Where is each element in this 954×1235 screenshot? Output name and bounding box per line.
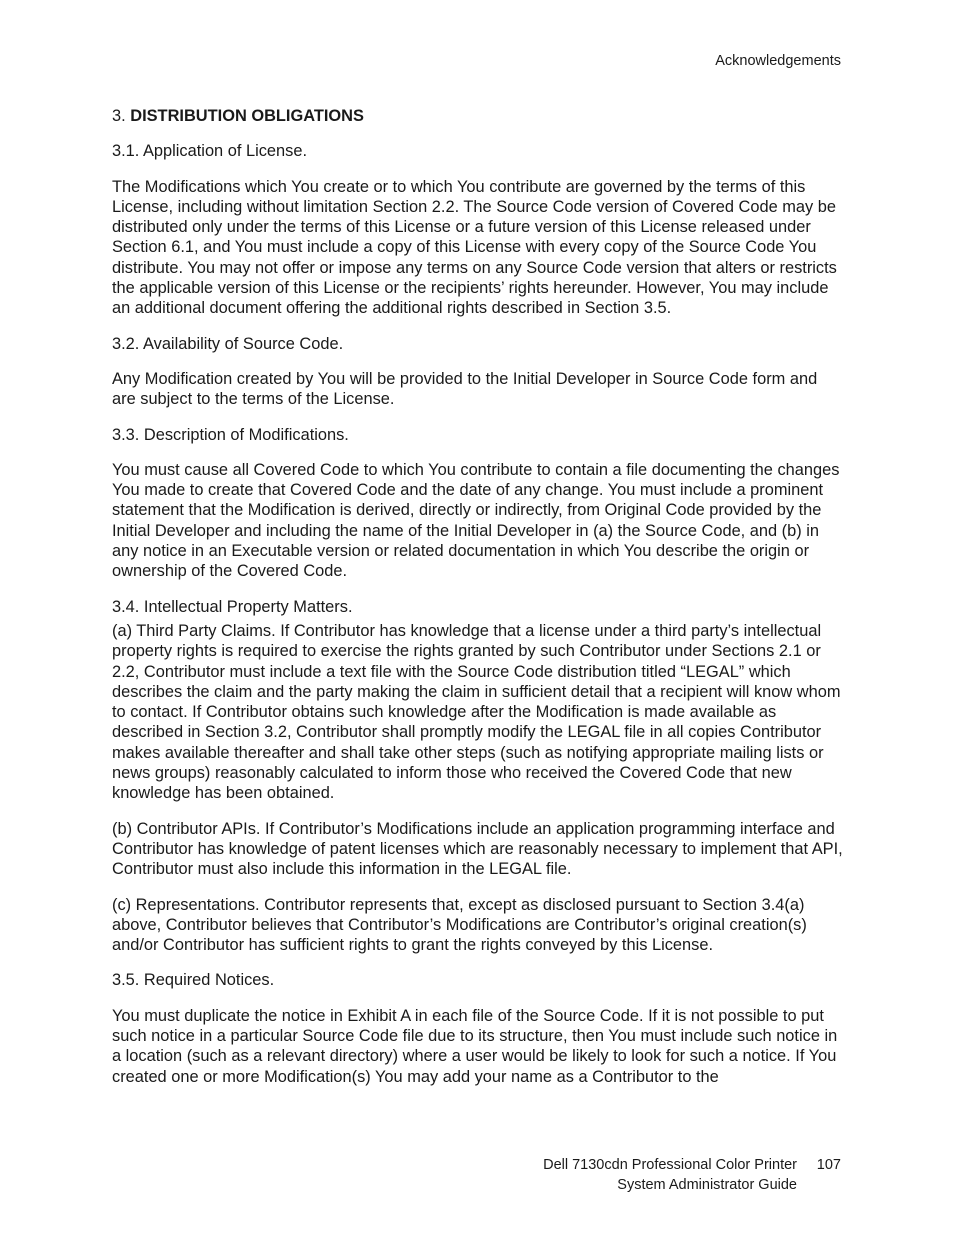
subsection-3-3-body: You must cause all Covered Code to which You contribute to contain a file documenting the changes You made to create that Covered Code and the date of any change. You must include a prominent statement that the Modification is derived, directly or indirectly, from Original Code provided by the Initial Developer and including the name of the Initial Developer in (a) the Source Code, and (b) in any notice in an Executable version or related documentation in which You describe the origin or ownership of the Covered Code.: [112, 460, 840, 581]
subsection-3-4-b: (b) Contributor APIs. If Contributor’s Modifications include an application programming interface and Contributor has knowledge of patent licenses which are reasonably necessary to implement that API, Contributor must also include this information in the LEGAL file.: [112, 819, 843, 879]
page-body: [112, 106, 844, 1102]
subsection-3-1-label: 3.1. Application of License.: [112, 142, 307, 161]
subsection-3-5-body: You must duplicate the notice in Exhibit A in each file of the Source Code. If it is not possible to put such notice in a particular Source Code file due to its structure, then You must include such notice in a location (such as a relevant directory) where a user would be likely to look for such a notice. If You created one or more Modification(s) You may add your name as a Contributor to the: [112, 1006, 838, 1086]
subsection-3-2-label: 3.2. Availability of Source Code.: [112, 334, 344, 353]
subsection-3-3-label: 3.3. Description of Modifications.: [112, 425, 349, 444]
subsection-3-4-c: (c) Representations. Contributor represents that, except as disclosed pursuant to Section 3.4(a) above, Contributor believes that Contributor’s Modifications are Contributor’s original creation(s) and/or Contributor has sufficient rights to grant the rights conveyed by this License.: [112, 895, 807, 955]
subsection-3-2-body: Any Modification created by You will be provided to the Initial Developer in Source Code form and are subject to the terms of the License.: [112, 369, 818, 409]
subsection-3-1-body: The Modifications which You create or to which You contribute are governed by the terms of this License, including without limitation Section 2.2. The Source Code version of Covered Code may be distributed only under the terms of this License or a future version of this License released under Section 6.1, and You must include a copy of this License with every copy of the Source Code You distribute. You may not offer or impose any terms on any Source Code version that alters or restricts the applicable version of this License or the recipients’ rights hereunder. However, You may include an additional document offering the additional rights described in Section 3.5.: [112, 177, 837, 318]
page-number: 107: [816, 1157, 841, 1173]
section-heading: [112, 106, 844, 126]
footer-product-name: Dell 7130cdn Professional Color Printer: [543, 1157, 797, 1173]
page-footer: [543, 1155, 841, 1195]
section-title: DISTRIBUTION OBLIGATIONS: [130, 107, 364, 125]
running-header: Acknowledgements: [715, 53, 841, 69]
subsection-3-5-label: 3.5. Required Notices.: [112, 971, 275, 990]
subsection-3-4-a: (a) Third Party Claims. If Contributor has knowledge that a license under a third party’s intellectual property rights is required to exercise the rights granted by such Contributor under Sections 2.1 or 2.2, Contributor must include a text file with the Source Code distribution titled “LEGAL” which describes the claim and the party making the claim in sufficient detail that a recipient will know whom to contact. If Contributor obtains such knowledge after the Modification is made available as described in Section 3.2, Contributor shall promptly modify the LEGAL file in all copies Contributor makes available thereafter and shall take other steps (such as notifying appropriate mailing lists or news groups) reasonably calculated to inform those who received the Covered Code that new knowledge has been obtained.: [112, 621, 841, 803]
subsection-3-4-label: 3.4. Intellectual Property Matters.: [112, 597, 353, 616]
section-number: 3.: [112, 107, 126, 125]
footer-guide-title: System Administrator Guide: [617, 1177, 797, 1193]
